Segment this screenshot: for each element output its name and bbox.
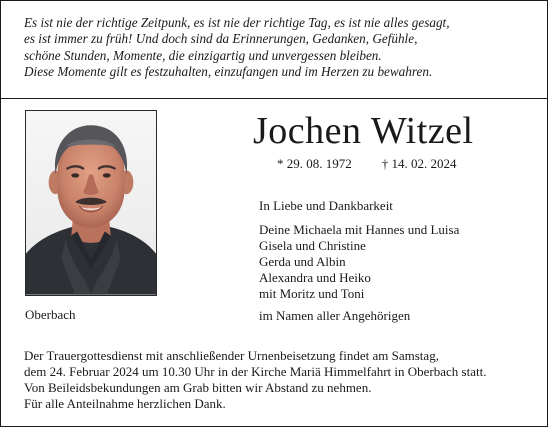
life-dates <box>277 156 457 172</box>
service-line: Der Trauergottesdienst mit anschließender Urnenbeisetzung findet am Samstag, <box>24 348 439 363</box>
birth-date: * 29. 08. 1972 <box>277 156 352 171</box>
family-signature <box>259 198 459 302</box>
service-line: Für alle Anteilnahme herzlichen Dank. <box>24 396 226 411</box>
death-date: † 14. 02. 2024 <box>381 156 457 171</box>
poem-line: Es ist nie der richtige Zeitpunk, es ist nie der richtige Tag, es ist nie alles gesagt, <box>24 15 450 30</box>
portrait-photo <box>25 110 157 296</box>
family-closing: im Namen aller Angehörigen <box>259 308 411 323</box>
poem-line: es ist immer zu früh! Und doch sind da Erinnerungen, Gedanken, Gefühle, <box>24 31 418 47</box>
poem-line: schöne Stunden, Momente, die einzigartig und unvergessen bleiben. <box>24 47 382 63</box>
family-intro: In Liebe und Dankbarkeit <box>259 198 393 213</box>
family-member-line: Gerda und Albin <box>259 254 346 269</box>
service-line: dem 24. Februar 2024 um 10.30 Uhr in der Kirche Mariä Himmelfahrt in Oberbach statt. <box>24 364 487 379</box>
memorial-poem <box>24 15 536 81</box>
family-member-line: mit Moritz und Toni <box>259 286 365 301</box>
portrait-illustration <box>26 111 156 295</box>
family-member-line: Deine Michaela mit Hannes und Luisa <box>259 222 460 237</box>
service-line: Von Beileidsbekundungen am Grab bitten wir Abstand zu nehmen. <box>24 380 372 395</box>
service-announcement <box>24 348 486 412</box>
section-divider <box>1 98 547 99</box>
hometown-label: Oberbach <box>25 307 76 322</box>
family-member-line: Alexandra und Heiko <box>259 270 371 285</box>
deceased-name: Jochen Witzel <box>253 110 474 152</box>
poem-line: Diese Momente gilt es festzuhalten, einzufangen und im Herzen zu bewahren. <box>24 64 433 80</box>
family-member-line: Gisela und Christine <box>259 238 366 253</box>
